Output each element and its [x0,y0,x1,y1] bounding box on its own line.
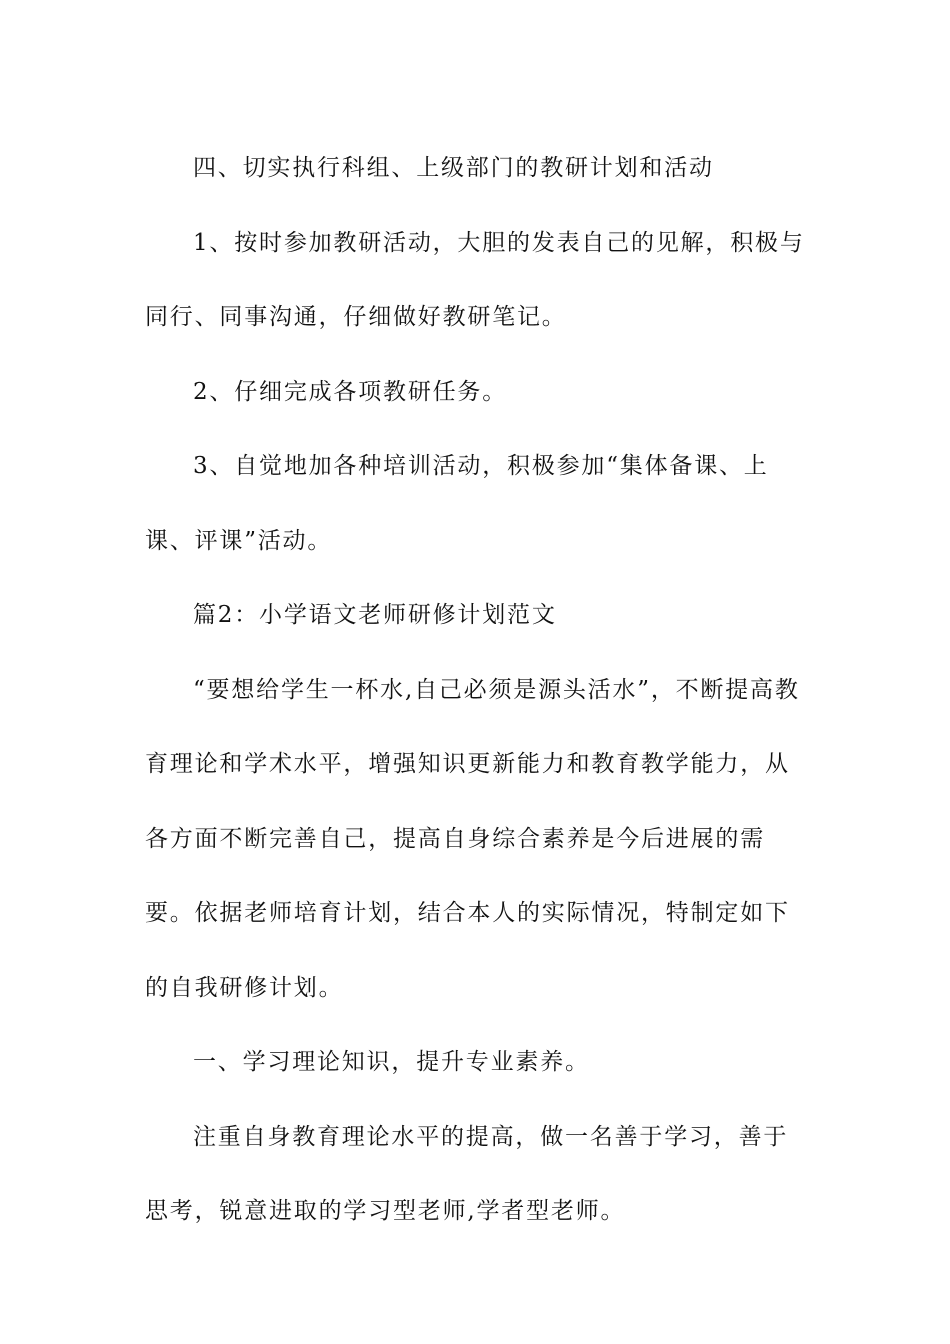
list-item-2: 2、仔细完成各项教研任务。 [193,378,508,405]
article-title: 篇2：小学语文老师研修计划范文 [193,602,557,628]
list-item-1: 1、按时参加教研活动，大胆的发表自己的见解，积极与同行、同事沟通，仔细做好教研笔记。 [145,229,805,330]
section-heading-4: 四、切实执行科组、上级部门的教研计划和活动 [193,155,714,181]
list-item-3: 3、自觉地加各种培训活动，积极参加“集体备课、上课、评课”活动。 [145,453,769,554]
document-page [145,131,805,1249]
section-heading-1: 一、学习理论知识，提升专业素养。 [193,1049,590,1075]
body-paragraph: 注重自身教育理论水平的提高，做一名善于学习，善于思考，锐意进取的学习型老师,学者型老师。 [145,1123,789,1224]
intro-paragraph: “要想给学生一杯水,自己必须是源头活水”，不断提高教育理论和学术水平，增强知识更新能力和教育教学能力，从各方面不断完善自己，提高自身综合素养是今后进展的需要。依据老师培育计划，结合本人的实际情况，特制定如下的自我研修计划。 [145,676,800,1001]
